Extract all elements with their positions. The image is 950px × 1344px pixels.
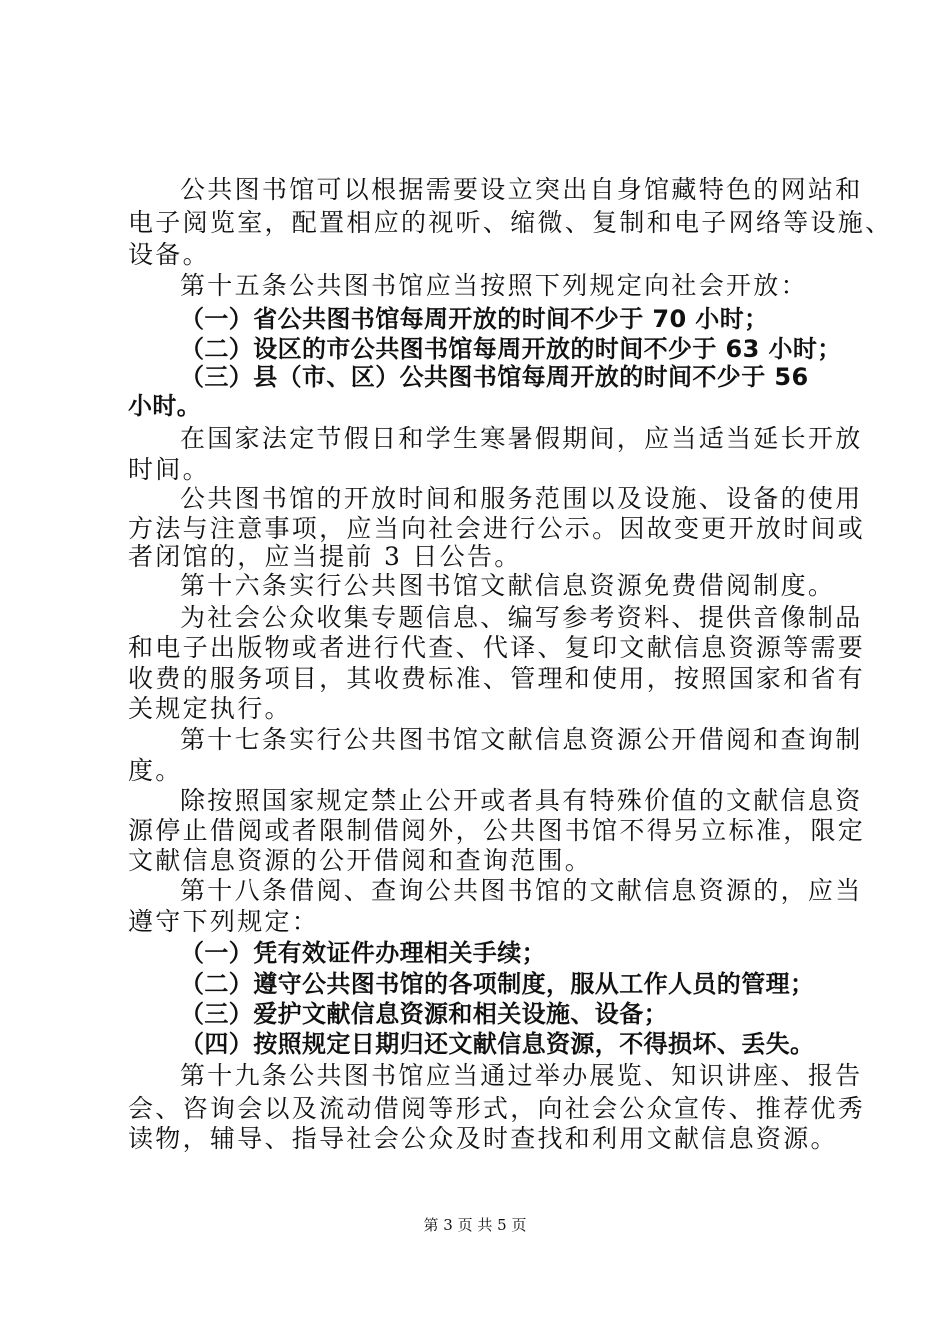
text-line: 第十八条借阅、查询公共图书馆的文献信息资源的，应当 xyxy=(180,876,863,905)
text-line: 遵守下列规定： xyxy=(128,907,320,936)
text-line: 设备。 xyxy=(128,240,210,269)
text-line: 源停止借阅或者限制借阅外，公共图书馆不得另立标准，限定 xyxy=(128,816,866,845)
text-line: 文献信息资源的公开借阅和查询范围。 xyxy=(128,846,593,875)
text-line: （四）按照规定日期归还文献信息资源，不得损坏、丢失。 xyxy=(180,1030,815,1058)
text-line: 在国家法定节假日和学生寒暑假期间，应当适当延长开放 xyxy=(180,424,863,453)
text-line: 除按照国家规定禁止公开或者具有特殊价值的文献信息资 xyxy=(180,786,863,815)
text-line: 收费的服务项目，其收费标准、管理和使用，按照国家和省有 xyxy=(128,664,866,693)
text-line: 为社会公众收集专题信息、编写参考资料、提供音像制品 xyxy=(180,603,863,632)
text-line: （二）设区的市公共图书馆每周开放的时间不少于 63 小时； xyxy=(180,335,842,363)
page-footer: 第 3 页 共 5 页 xyxy=(423,1216,527,1234)
text-line: 时间。 xyxy=(128,455,210,484)
text-line: 者闭馆的，应当提前 3 日公告。 xyxy=(128,542,522,571)
text-line: 公共图书馆的开放时间和服务范围以及设施、设备的使用 xyxy=(180,484,863,513)
text-line: 读物，辅导、指导社会公众及时查找和利用文献信息资源。 xyxy=(128,1124,838,1153)
text-line: 方法与注意事项，应当向社会进行公示。因故变更开放时间或 xyxy=(128,514,866,543)
text-line: （二）遵守公共图书馆的各项制度，服从工作人员的管理； xyxy=(180,970,815,998)
text-line: 关规定执行。 xyxy=(128,694,292,723)
text-line: （一）省公共图书馆每周开放的时间不少于 70 小时； xyxy=(180,305,769,333)
text-line: 电子阅览室，配置相应的视听、缩微、复制和电子网络等设施、 xyxy=(128,208,893,237)
text-line: 第十五条公共图书馆应当按照下列规定向社会开放： xyxy=(180,271,808,300)
text-line: 第十九条公共图书馆应当通过举办展览、知识讲座、报告 xyxy=(180,1061,863,1090)
text-line: 度。 xyxy=(128,756,183,785)
text-line: 和电子出版物或者进行代查、代译、复印文献信息资源等需要 xyxy=(128,633,866,662)
text-line: 第十六条实行公共图书馆文献信息资源免费借阅制度。 xyxy=(180,571,836,600)
text-line: 会、咨询会以及流动借阅等形式，向社会公众宣传、推荐优秀 xyxy=(128,1094,866,1123)
text-line: （三）爱护文献信息资源和相关设施、设备； xyxy=(180,1000,668,1028)
text-line: （一）凭有效证件办理相关手续； xyxy=(180,939,546,967)
text-line: 公共图书馆可以根据需要设立突出自身馆藏特色的网站和 xyxy=(180,175,863,204)
text-line: （三）县（市、区）公共图书馆每周开放的时间不少于 56 xyxy=(180,363,809,391)
text-line: 小时。 xyxy=(128,392,202,420)
text-line: 第十七条实行公共图书馆文献信息资源公开借阅和查询制 xyxy=(180,725,863,754)
